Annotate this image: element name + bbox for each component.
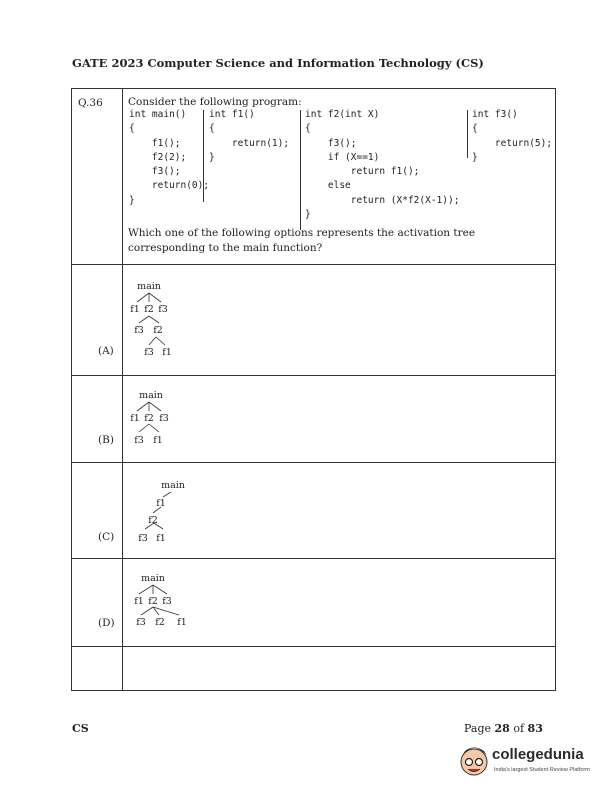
option-c-label: (C)	[98, 531, 115, 543]
tree-node: f1	[156, 533, 166, 544]
option-b-tree	[123, 376, 557, 463]
code-f3: int f3() { return(5); }	[472, 109, 553, 163]
tree-node-main: main	[137, 281, 161, 292]
tree-node: f3	[162, 596, 172, 607]
option-label-cell	[72, 265, 123, 376]
option-label-cell	[72, 463, 123, 559]
tree-node-main: main	[141, 573, 165, 584]
question-text: Which one of the following options represents the activation tree corresponding to the main function?	[128, 227, 476, 254]
tree-node: f2	[148, 596, 158, 607]
tree-node: f2	[144, 413, 154, 424]
question-number: Q.36	[78, 97, 103, 109]
tree-node: f3	[134, 435, 144, 446]
tree-node: f1	[130, 304, 140, 315]
tree-node: f1	[156, 498, 166, 509]
tree-node: f2	[155, 617, 165, 628]
code-divider	[300, 110, 301, 230]
option-b-tree-cell[interactable]	[123, 376, 556, 463]
code-divider	[467, 110, 468, 158]
tree-node: f3	[144, 347, 154, 358]
tree-node: f3	[159, 413, 169, 424]
option-d-tree	[123, 559, 557, 647]
empty-label-cell	[72, 647, 123, 691]
question-number-cell	[72, 89, 123, 265]
logo-tagline: India's largest Student Review Platform	[494, 767, 590, 773]
tree-node: f1	[177, 617, 187, 628]
tree-node: f3	[138, 533, 148, 544]
collegedunia-logo	[458, 740, 598, 784]
tree-node: f2	[148, 515, 158, 526]
option-d-label: (D)	[98, 617, 115, 629]
option-a-tree-cell[interactable]	[123, 265, 556, 376]
question-table	[71, 88, 556, 691]
tree-node: f3	[158, 304, 168, 315]
code-f1: int f1() { return(1); }	[209, 109, 290, 163]
question-prompt: Consider the following program:	[128, 96, 302, 108]
code-divider	[203, 110, 204, 202]
option-label-cell	[72, 559, 123, 647]
option-c-tree	[123, 463, 557, 559]
tree-node: f2	[144, 304, 154, 315]
code-main: int main() { f1(); f2(2); f3(); return(0); }	[129, 109, 210, 206]
tree-node: f1	[162, 347, 172, 358]
question-body-cell	[123, 89, 556, 265]
option-a-tree	[123, 265, 557, 376]
page-header: GATE 2023 Computer Science and Information Technology (CS)	[72, 56, 484, 70]
tree-node-main: main	[161, 480, 185, 491]
empty-answer-cell	[123, 647, 556, 691]
logo-wordmark: collegedunia	[492, 746, 584, 763]
tree-node: f3	[134, 325, 144, 336]
tree-node: f3	[136, 617, 146, 628]
option-a-label: (A)	[98, 345, 114, 357]
option-c-tree-cell[interactable]	[123, 463, 556, 559]
tree-node: f2	[153, 325, 163, 336]
option-label-cell	[72, 376, 123, 463]
mascot-icon	[458, 742, 492, 782]
code-f2: int f2(int X) { f3(); if (X==1) return f1(); else return (X*f2(X-1)); }	[305, 109, 460, 221]
option-b-label: (B)	[98, 434, 114, 446]
page-number: Page 28 of 83	[464, 722, 543, 735]
option-d-tree-cell[interactable]	[123, 559, 556, 647]
tree-node: f1	[130, 413, 140, 424]
tree-node-main: main	[139, 390, 163, 401]
code-block	[123, 108, 555, 224]
tree-node: f1	[134, 596, 144, 607]
tree-node: f1	[153, 435, 163, 446]
footer-subject: CS	[72, 722, 89, 735]
